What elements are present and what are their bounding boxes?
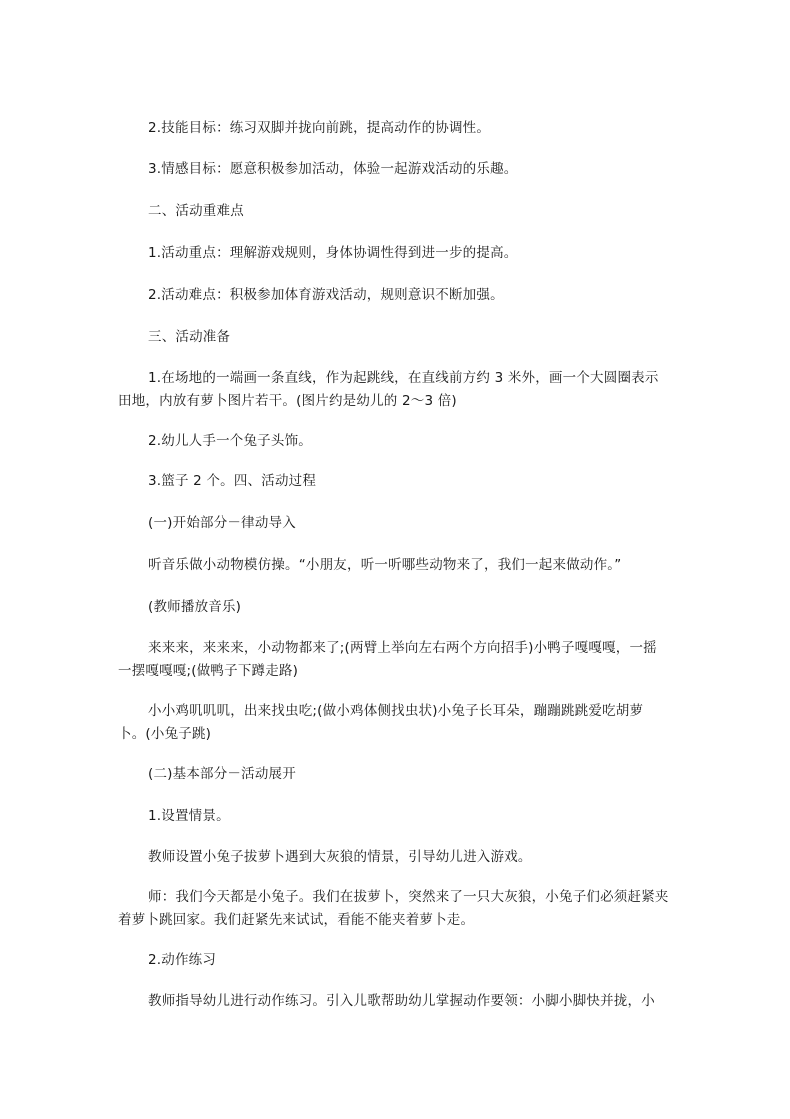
- paragraph-song-verse-1: 来来来，来来来，小动物都来了;(两臂上举向左右两个方向招手)小鸭子嘎嘎嘎，一摇一摆嘎嘎嘎;(做鸭子下蹲走路): [118, 640, 657, 679]
- paragraph-prep-2: 2.幼儿人手一个兔子头饰。: [148, 433, 312, 449]
- paragraph-music-exercise: 听音乐做小动物模仿操。“小朋友，听一听哪些动物来了，我们一起来做动作。”: [148, 557, 622, 573]
- paragraph-teacher-music: (教师播放音乐): [148, 599, 242, 615]
- paragraph-action-practice: 2.动作练习: [148, 952, 217, 968]
- section-heading-key-difficult: 二、活动重难点: [148, 203, 244, 219]
- paragraph-key-point: 1.活动重点：理解游戏规则，身体协调性得到进一步的提高。: [148, 245, 518, 261]
- subsection-heading-basic: (二)基本部分－活动展开: [148, 766, 296, 782]
- paragraph-teacher-scene: 教师设置小兔子拔萝卜遇到大灰狼的情景，引导幼儿进入游戏。: [148, 849, 532, 865]
- paragraph-prep-1: 1.在场地的一端画一条直线，作为起跳线，在直线前方约 3 米外，画一个大圆圈表示田地，内放有萝卜图片若干。(图片约是幼儿的 2～3 倍): [118, 370, 659, 409]
- paragraph-song-verse-2: 小小鸡叽叽叽，出来找虫吃;(做小鸡体侧找虫状)小兔子长耳朵，蹦蹦跳跳爱吃胡萝卜。(小兔子跳): [118, 703, 644, 742]
- paragraph-set-scene: 1.设置情景。: [148, 808, 230, 824]
- subsection-heading-opening: (一)开始部分－律动导入: [148, 515, 296, 531]
- paragraph-skill-goal: 2.技能目标：练习双脚并拢向前跳，提高动作的协调性。: [148, 120, 491, 136]
- paragraph-action-guidance: 教师指导幼儿进行动作练习。引入儿歌帮助幼儿掌握动作要领：小脚小脚快并拢，小: [148, 993, 655, 1009]
- paragraph-emotion-goal: 3.情感目标：愿意积极参加活动，体验一起游戏活动的乐趣。: [148, 161, 518, 177]
- paragraph-prep-3: 3.篮子 2 个。四、活动过程: [148, 473, 317, 489]
- paragraph-teacher-speech: 师：我们今天都是小兔子。我们在拔萝卜，突然来了一只大灰狼，小兔子们必须赶紧夹着萝卜跳回家。我们赶紧先来试试，看能不能夹着萝卜走。: [118, 889, 669, 928]
- paragraph-difficult-point: 2.活动难点：积极参加体育游戏活动，规则意识不断加强。: [148, 287, 504, 303]
- section-heading-preparation: 三、活动准备: [148, 329, 231, 345]
